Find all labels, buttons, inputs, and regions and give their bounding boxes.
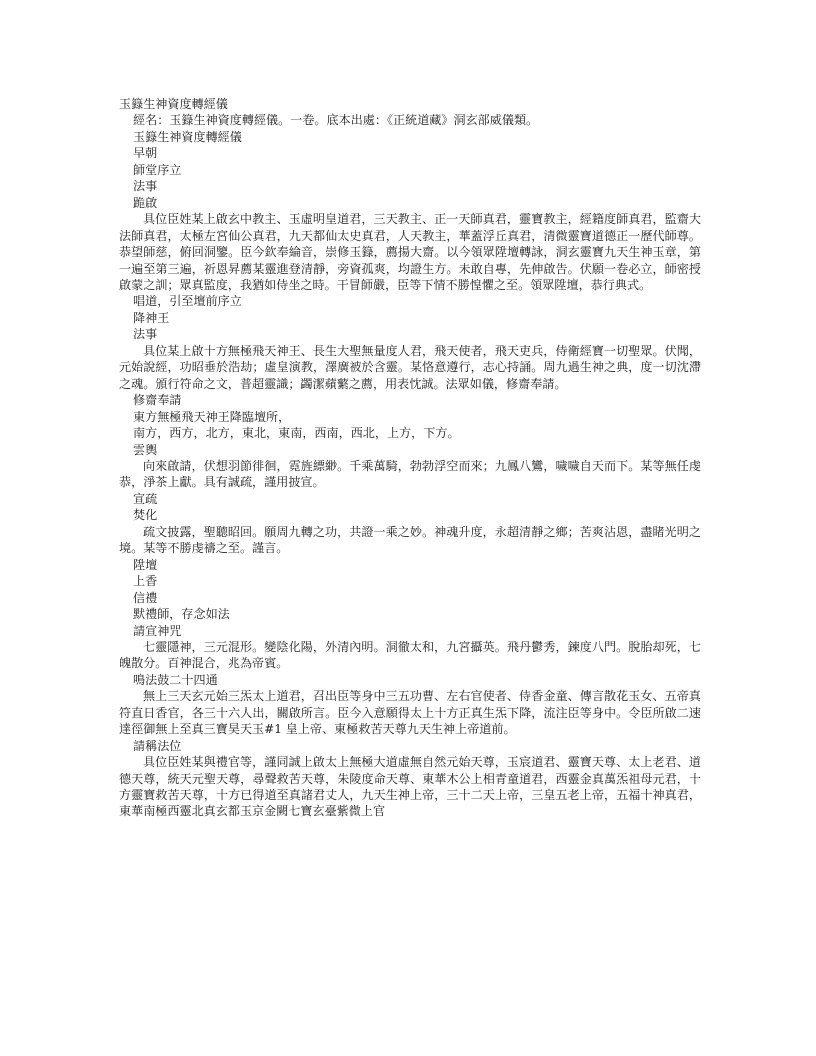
rubric-cloud-chariot: 雲輿: [133, 442, 158, 457]
scripture-title-repeat: 玉籙生神資度轉經儀: [133, 129, 242, 144]
rubric-east-direction: 東方無極飛天神王降臨壇所，: [133, 409, 291, 424]
rubric-burn-memorial: 焚化: [133, 508, 158, 523]
section-heading-morning-rite: 早朝: [133, 146, 158, 161]
rubric-silent-salutation: 默禮師，存念如法: [133, 607, 230, 622]
paragraph-summon-officials: 無上三天玄元始三炁太上道君，召出臣等身中三五功曹、左右官使者、侍香金童、傳言散花玉女、五帝真符直日香官，各三十六人出，關啟所言。臣今入意願得太上十方正真生炁下降，流注臣等身中。令臣所啟二速達徑御無上至真三寶昊天玉#1 皇上帝、東極救苦天尊九天生神上帝道前。: [119, 689, 701, 737]
rubric-hall-formation: 師堂序立: [133, 162, 182, 177]
paragraph-spirit-incantation: 七靈隱神，三元混形。變陰化陽，外清內明。洞徹太和，九宮攝英。飛丹鬱秀，鍊度八門。脫胎却死，七魄散分。百神混合，兆為帝賓。: [119, 639, 701, 671]
scripture-title-heading: 玉籙生神資度轉經儀: [119, 97, 228, 111]
rubric-ten-directions: 南方，西方，北方，東北，東南，西南，西北，上方，下方。: [133, 426, 460, 441]
rubric-descend-spirit-king: 降神王: [133, 310, 170, 325]
rubric-fast-invitation: 修齋奉請: [133, 393, 182, 408]
rubric-lead-to-altar: 唱道，引至壇前序立: [133, 294, 242, 309]
rubric-declare-rank: 請稱法位: [133, 738, 182, 753]
rubric-ritual-act-1: 法事: [133, 179, 158, 194]
paragraph-kneeling-petition: 具位臣姓某上啟玄中教主、玉虛明皇道君，三天教主、正一天師真君，靈寶教主，經籍度師真君，監齋大法師真君，太極左宮仙公真君，九天都仙太史真君，人天教主，華蓋浮丘真君，清微靈寶道德正一歷代師尊。恭望師慈，俯回洞鑒。臣今欽奉綸音，崇修玉籙，薦揚大齋。以今領眾陞壇轉詠，洞玄靈寶九天生神玉章，第一遍至第三遍，祈恩昇薦某靈進登清靜，旁資孤爽，均證生方。未敢自專，先伸啟告。伏願一卷必立，師密授啟蒙之訓；眾真監度，我猶如侍坐之時。干冒師嚴，臣等下情不勝惶懼之至。領眾陞壇，恭行典式。: [119, 212, 701, 292]
rubric-offer-incense: 上香: [133, 574, 158, 589]
rubric-kneeling-petition: 跪啟: [133, 195, 158, 210]
paragraph-invocation-flying-gods: 具位某上啟十方無極飛天神王、長生大聖無量度人君，飛天使者，飛天吏兵，侍衛經寶一切聖眾。伏聞，元始說經，功昭垂於浩劫；虛皇演教，澤廣被於含靈。某恪意遵行，志心持誦。周九過生神之典，度一切沈滯之魂。頒行符命之文，普超靈識；蠲潔蘋蘩之薦，用表忱誠。法眾如儀，修齋奉請。: [119, 343, 701, 391]
rubric-proclaim-memorial: 宣疏: [133, 491, 158, 506]
rubric-proclaim-incantation: 請宣神咒: [133, 623, 182, 638]
rubric-faith-salutation: 信禮: [133, 590, 158, 605]
paragraph-cloud-chariot: 向來啟請，伏想羽節徘徊，霓旌縹緲。千乘萬騎，勃勃浮空而來；九鳳八鸞，噦噦自天而下。某等無任虔恭，淨茶上獻。具有誠疏，謹用披宣。: [119, 458, 701, 490]
paragraph-memorial-text: 疏文披露，聖聽昭回。願周九轉之功，共證一乘之妙。神魂升度，永超清靜之鄉；苦爽沾恩，盡睹光明之境。某等不勝虔禱之至。謹言。: [119, 524, 701, 556]
document-body: [119, 96, 701, 820]
rubric-ritual-act-2: 法事: [133, 327, 158, 342]
scripture-metadata-line: 經名：玉籙生神資度轉經儀。一卷。底本出處：《正統道藏》洞玄部威儀類。: [133, 113, 539, 128]
rubric-ascend-altar: 陞壇: [133, 557, 158, 572]
paragraph-deity-enumeration: 具位臣姓某與禮官等，謹同誠上啟太上無極大道虛無自然元始天尊，玉宸道君、靈寶天尊、太上老君、道德天尊，統天元聖天尊，尋聲救苦天尊，朱陵度命天尊、東華木公上相青童道君，西靈金真萬炁祖母元君，十方靈寶救苦天尊，十方已得道至真諸君丈人，九天生神上帝，三十二天上帝，三皇五老上帝，五福十神真君，東華南極西靈北真玄都玉京金闕七寶玄臺紫微上官: [119, 755, 701, 819]
rubric-sound-drum: 鳴法鼓二十四通: [133, 672, 218, 687]
